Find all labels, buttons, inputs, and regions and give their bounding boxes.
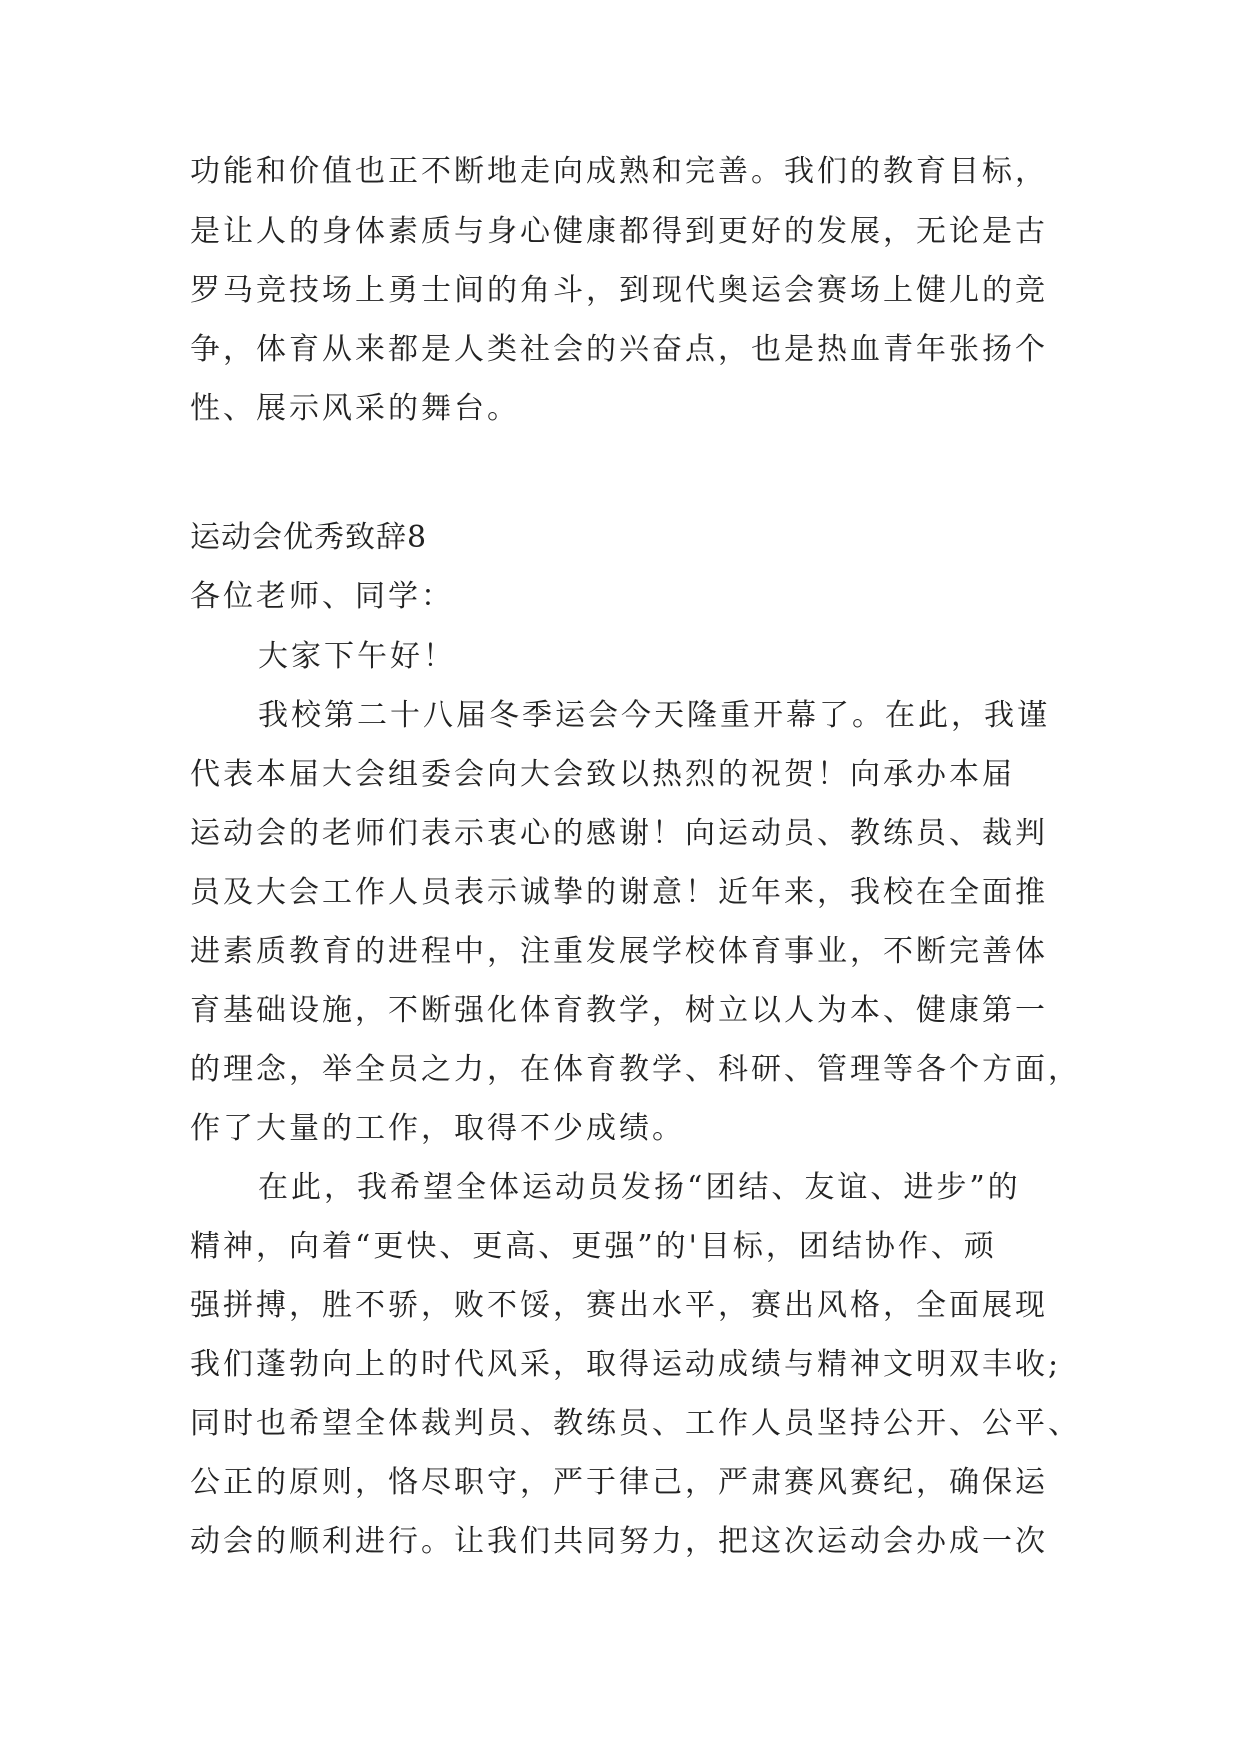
paragraph-line: 公正的原则，恪尽职守，严于律己，严肃赛风赛纪，确保运 (190, 1465, 1048, 1500)
paragraph-line: 是让人的身体素质与身心健康都得到更好的发展，无论是古 (190, 214, 1048, 249)
paragraph-line: 我校第二十八届冬季运会今天隆重开幕了。在此，我谨 (258, 698, 1050, 733)
paragraph-line: 罗马竞技场上勇士间的角斗，到现代奥运会赛场上健儿的竞 (190, 273, 1048, 308)
greeting: 大家下午好！ (258, 639, 456, 674)
paragraph-line: 代表本届大会组委会向大会致以热烈的祝贺！向承办本届 (190, 757, 1015, 792)
paragraph-line: 在此，我希望全体运动员发扬“团结、友谊、进步”的 (258, 1170, 1021, 1205)
paragraph-line: 性、展示风采的舞台。 (190, 391, 520, 426)
paragraph-line: 作了大量的工作，取得不少成绩。 (190, 1111, 685, 1146)
paragraph-line: 的理念，举全员之力，在体育教学、科研、管理等各个方面， (190, 1052, 1081, 1087)
paragraph-line: 功能和价值也正不断地走向成熟和完善。我们的教育目标， (190, 154, 1048, 189)
paragraph-line: 运动会的老师们表示衷心的感谢！向运动员、教练员、裁判 (190, 816, 1048, 851)
paragraph-line: 争，体育从来都是人类社会的兴奋点，也是热血青年张扬个 (190, 332, 1048, 367)
paragraph-line: 进素质教育的进程中，注重发展学校体育事业，不断完善体 (190, 934, 1048, 969)
paragraph-line: 动会的顺利进行。让我们共同努力，把这次运动会办成一次 (190, 1524, 1048, 1559)
paragraph-line: 我们蓬勃向上的时代风采，取得运动成绩与精神文明双丰收; (190, 1347, 1062, 1382)
paragraph-line: 员及大会工作人员表示诚挚的谢意！近年来，我校在全面推 (190, 875, 1048, 910)
paragraph-line: 同时也希望全体裁判员、教练员、工作人员坚持公开、公平、 (190, 1406, 1081, 1441)
section-title: 运动会优秀致辞8 (190, 520, 428, 555)
paragraph-line: 精神，向着“更快、更高、更强”的'目标，团结协作、顽 (190, 1229, 997, 1264)
salutation: 各位老师、同学： (190, 579, 454, 614)
paragraph-line: 育基础设施，不断强化体育教学，树立以人为本、健康第一 (190, 993, 1048, 1028)
paragraph-line: 强拼搏，胜不骄，败不馁，赛出水平，赛出风格，全面展现 (190, 1288, 1048, 1323)
